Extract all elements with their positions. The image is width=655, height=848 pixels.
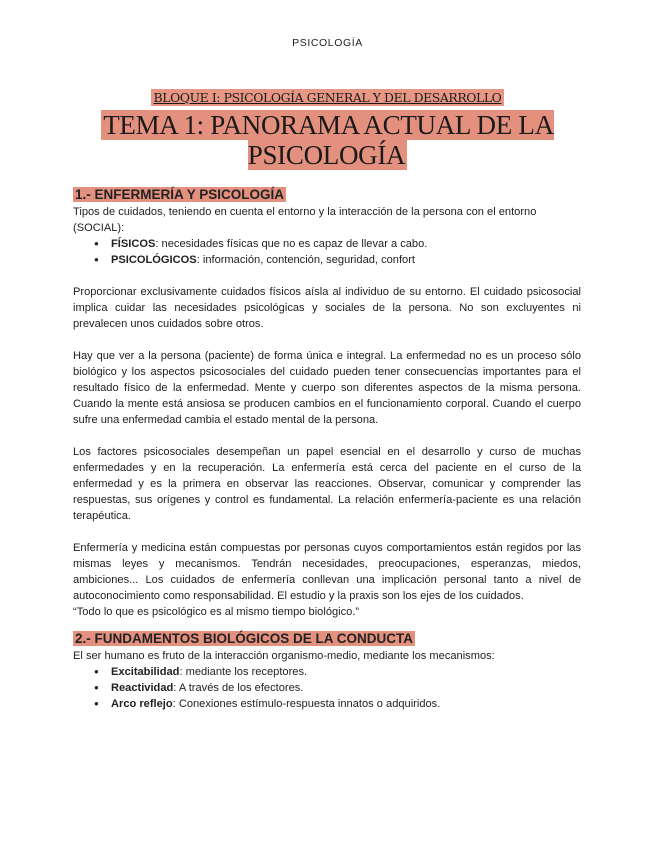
list-item-text: : necesidades físicas que no es capaz de llevar a cabo. — [155, 238, 428, 250]
section-2-heading: 2.- FUNDAMENTOS BIOLÓGICOS DE LA CONDUCTA — [75, 631, 414, 646]
section-1-heading: 1.- ENFERMERÍA Y PSICOLOGÍA — [75, 187, 285, 202]
list-item — [111, 252, 581, 268]
list-item-term: PSICOLÓGICOS — [111, 254, 197, 266]
paragraph-3: Los factores psicosociales desempeñan un papel esencial en el desarrollo y curso de muchas enfermedades y en la recuperación. La enfermería está cerca del paciente en el curso de la enfermedad y es la primera en observar las reacciones. Observar, comunicar y comprender las respuestas, sus orígenes y control es fundamental. La relación enfermería-paciente es una relación terapéutica. — [73, 446, 581, 522]
main-title — [80, 110, 575, 170]
paragraph-2: Hay que ver a la persona (paciente) de forma única e integral. La enfermedad no es un proceso sólo biológico y los aspectos psicosociales del cuidado pueden tener consecuencias importantes para el resultado físico de la enfermedad. Mente y cuerpo son diferentes aspectos de la misma persona. Cuando la mente está ansiosa se producen cambios en el funcionamiento corporal. Cuando el cuerpo sufre una enfermedad cambia el estado mental de la persona. — [73, 350, 581, 426]
list-item-text: : Conexiones estímulo-respuesta innatos o adquiridos. — [172, 698, 441, 710]
block-title-text: BLOQUE I: PSICOLOGÍA GENERAL Y DEL DESARROLLO — [151, 89, 505, 106]
list-item-text: : mediante los receptores. — [179, 666, 308, 678]
paragraph-4: Enfermería y medicina están compuestas por personas cuyos comportamientos están regidos por las mismas leyes y mecanismos. Tendrán necesidades, preocupaciones, esperanzas, miedos, ambiciones... Los cuidados de enfermería conllevan una implicación personal tanto a nivel de autoconocimiento como responsabilidad. El estudio y la praxis son los ejes de los cuidados. — [73, 542, 581, 602]
section-heading — [73, 186, 581, 204]
document-content — [73, 186, 581, 712]
quote: “Todo lo que es psicológico es al mismo tiempo biológico.” — [73, 606, 360, 618]
paragraph-1: Proporcionar exclusivamente cuidados físicos aísla al individuo de su entorno. El cuidado psicosocial implica cuidar las necesidades psicológicas y sociales de la persona. No son excluyentes ni prevalecen unos cuidados sobre otros. — [73, 286, 581, 330]
page-header: PSICOLOGÍA — [292, 37, 363, 49]
list-item-term: Arco reflejo — [111, 698, 173, 710]
mechanisms-list — [73, 664, 581, 712]
list-item-term: FÍSICOS — [111, 238, 156, 250]
section-heading — [73, 630, 581, 648]
section-2-intro: El ser humano es fruto de la interacción organismo-medio, mediante los mecanismos: — [73, 650, 495, 662]
section-1-intro: Tipos de cuidados, teniendo en cuenta el entorno y la interacción de la persona con el entorno (SOCIAL): — [73, 206, 537, 234]
block-title — [0, 90, 655, 105]
list-item — [111, 696, 581, 712]
list-item-text: : A través de los efectores. — [173, 682, 304, 694]
main-title-text: TEMA 1: PANORAMA ACTUAL DE LA PSICOLOGÍA — [103, 110, 554, 170]
list-item — [111, 664, 581, 680]
list-item-text: : información, contención, seguridad, confort — [196, 254, 415, 266]
care-types-list — [73, 236, 581, 268]
list-item — [111, 236, 581, 252]
list-item-term: Reactividad — [111, 682, 174, 694]
list-item — [111, 680, 581, 696]
list-item-term: Excitabilidad — [111, 666, 180, 678]
